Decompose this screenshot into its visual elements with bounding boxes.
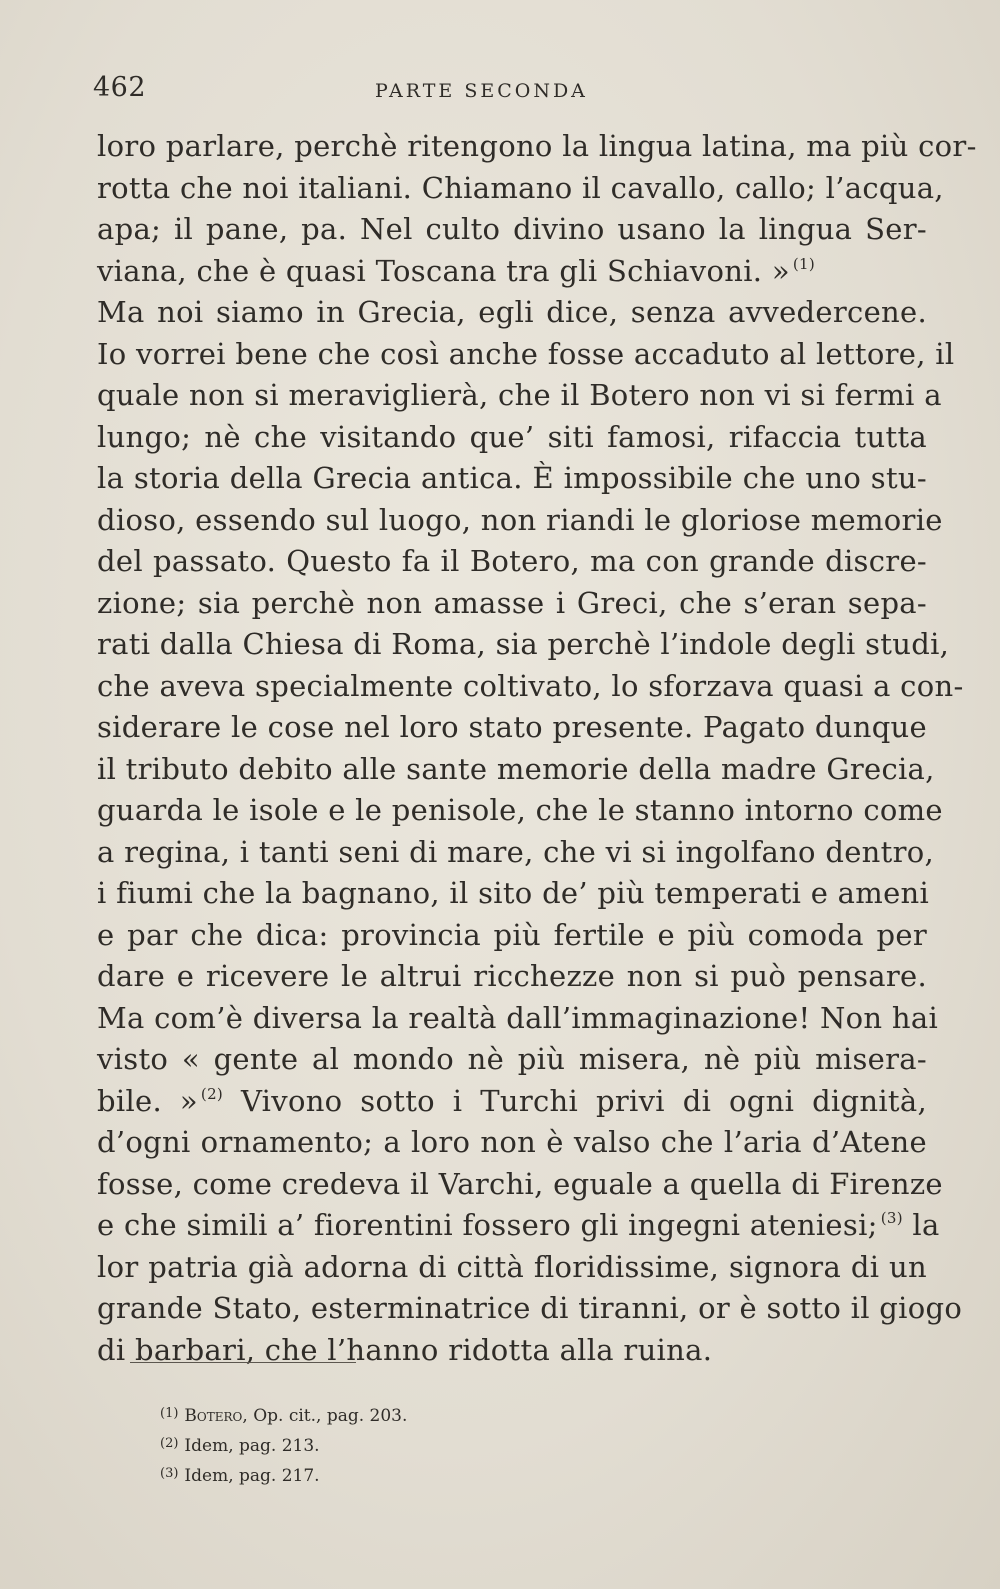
text-line: lor patria già adorna di città floridissime, signora di un	[97, 1249, 927, 1284]
footnote-text: Op. cit., pag. 203.	[253, 1406, 408, 1426]
footnote-text: Idem, pag. 213.	[184, 1436, 320, 1456]
text-line: siderare le cose nel loro stato presente. Pagato dunque	[97, 710, 927, 744]
text-line: rati dalla Chiesa di Roma, sia perchè l’indole degli studi,	[97, 627, 950, 661]
text-line: fosse, come credeva il Varchi, eguale a quella di Firenze	[97, 1166, 943, 1201]
text-line: del passato. Questo fa il Botero, ma con grande discre-	[97, 544, 927, 578]
footnote-author: Botero,	[184, 1406, 248, 1426]
footnote-text: Idem, pag. 217.	[184, 1466, 320, 1486]
section-title: PARTE SECONDA	[375, 80, 588, 102]
text-line-tail: la	[912, 1208, 940, 1242]
text-line	[97, 1081, 927, 1123]
text-line-content: viana, che è quasi Toscana tra gli Schiavoni. »	[97, 253, 790, 288]
footnote-marker: (1)	[160, 1406, 179, 1421]
text-line: zione; sia perchè non amasse i Greci, che s’eran sepa-	[97, 585, 927, 620]
footnote-ref-3[interactable]: (3)	[880, 1209, 903, 1227]
text-line	[97, 1205, 940, 1247]
text-line: rotta che noi italiani. Chiamano il cavallo, callo; l’acqua,	[97, 170, 944, 205]
text-line-content: e che simili a’ fiorentini fossero gli ingegni ateniesi;	[97, 1208, 878, 1242]
footnote-2	[160, 1430, 520, 1460]
text-line: Ma noi siamo in Grecia, egli dice, senza avvedercene.	[97, 295, 927, 329]
text-line: visto « gente al mondo nè più misera, nè più misera-	[97, 1042, 927, 1076]
text-line: Ma com’è diversa la realtà dall’immaginazione! Non hai	[97, 1000, 939, 1035]
text-line: di barbari, che l’hanno ridotta alla ruina.	[97, 1332, 713, 1367]
footnote-3	[160, 1460, 520, 1490]
text-line-tail: Vivono sotto i Turchi privi di ogni dignità,	[240, 1083, 927, 1118]
text-line-content: bile. »	[97, 1083, 198, 1118]
footnote-ref-1[interactable]: (1)	[792, 254, 816, 273]
text-line: il tributo debito alle sante memorie della madre Grecia,	[97, 751, 935, 786]
text-line: quale non si meraviglierà, che il Botero non vi si fermi a	[97, 378, 942, 412]
footnote-ref-2[interactable]: (2)	[200, 1084, 224, 1103]
text-line: lungo; nè che visitando que’ siti famosi, rifaccia tutta	[97, 419, 927, 454]
text-line: guarda le isole e le penisole, che le stanno intorno come	[97, 793, 943, 827]
footnote-1	[160, 1400, 520, 1430]
footnote-divider	[130, 1362, 356, 1363]
text-line: e par che dica: provincia più fertile e più comoda per	[97, 917, 927, 952]
text-line: la storia della Grecia antica. È impossibile che uno stu-	[97, 461, 927, 495]
text-line: che aveva specialmente coltivato, lo sforzava quasi a con-	[97, 668, 964, 703]
footnote-marker: (3)	[160, 1466, 179, 1481]
text-line: Io vorrei bene che così anche fosse accaduto al lettore, il	[97, 336, 955, 371]
text-line: dioso, essendo sul luogo, non riandi le gloriose memorie	[97, 502, 943, 537]
text-line: loro parlare, perchè ritengono la lingua latina, ma più cor-	[97, 129, 977, 163]
footnotes	[160, 1400, 520, 1490]
text-line: grande Stato, esterminatrice di tiranni, or è sotto il giogo	[97, 1291, 963, 1325]
page-number: 462	[93, 72, 147, 103]
text-line: i fiumi che la bagnano, il sito de’ più temperati e ameni	[97, 876, 930, 910]
body-text	[97, 126, 977, 1371]
running-head	[93, 72, 613, 112]
text-line	[97, 251, 927, 293]
text-line: d’ogni ornamento; a loro non è valso che l’aria d’Atene	[97, 1125, 927, 1159]
footnote-marker: (2)	[160, 1436, 179, 1451]
text-line: apa; il pane, pa. Nel culto divino usano la lingua Ser-	[97, 212, 927, 246]
text-line: dare e ricevere le altrui ricchezze non si può pensare.	[97, 959, 927, 993]
text-line: a regina, i tanti seni di mare, che vi si ingolfano dentro,	[97, 834, 935, 869]
